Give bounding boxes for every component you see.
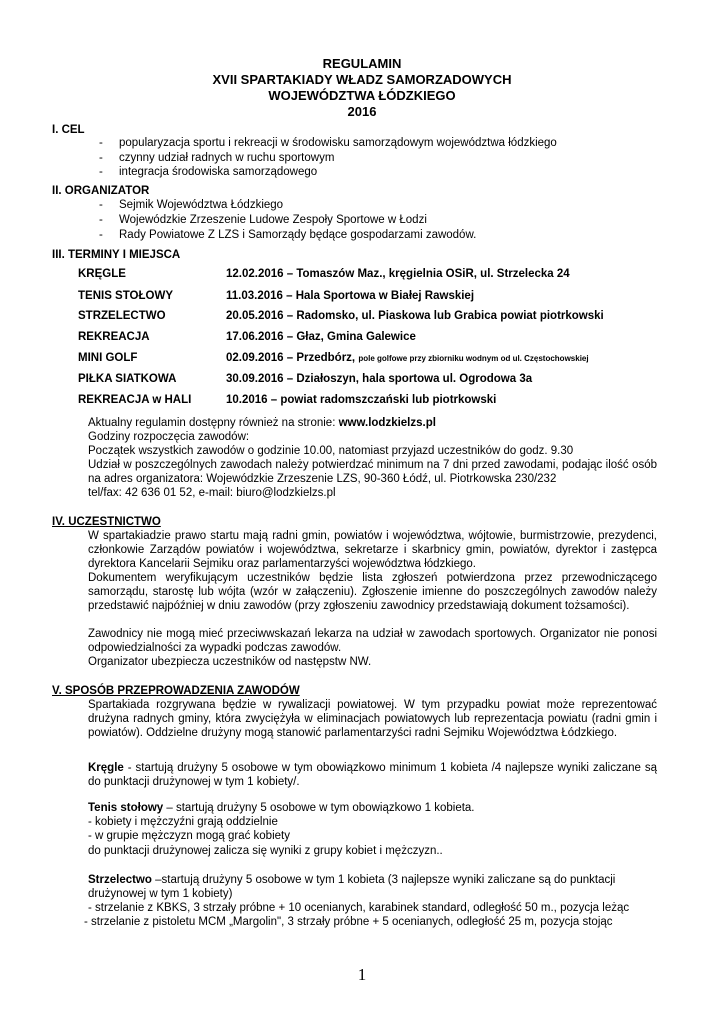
info-udzial: Udział w poszczególnych zawodach należy potwierdzać minimum na 7 dni przed zawodami, podając ilość osób na adres organizatora: Wojewódzkie Zrzeszenie LZS, 90-360 Łódź, ul. Piotrkowska 230/232 [88, 459, 657, 485]
list-dash: - [99, 229, 103, 241]
schedule-details: 10.2016 – powiat radomszczański lub piotrkowski [226, 394, 497, 406]
tenis-line-2: - kobiety i mężczyźni grają oddzielnie [88, 816, 278, 828]
info-regulamin [88, 416, 436, 430]
doc-title-line1: REGULAMIN [322, 56, 402, 71]
strzelectwo-rules [88, 873, 615, 887]
tenis-line-4: do punktacji drużynowej zalicza się wyniki z grupy kobiet i mężczyzn.. [88, 845, 443, 857]
tenis-text: – startują drużyny 5 osobowe w tym obowiązkowo 1 kobieta. [163, 802, 475, 814]
schedule-details [226, 352, 589, 364]
schedule-details: 17.06.2016 – Głaz, Gmina Galewice [226, 331, 416, 343]
doc-title-line2: XVII SPARTAKIADY WŁADZ SAMORZADOWYCH [212, 72, 512, 87]
doc-title-line4: 2016 [347, 104, 377, 119]
list-item: czynny udział radnych w ruchu sportowym [119, 152, 335, 164]
strzelectwo-line-3: - strzelanie z KBKS, 3 strzały próbne + 10 ocenianych, karabinek standard, odległość 50 m., pozycja leżąc [88, 902, 630, 914]
list-item: integracja środowiska samorządowego [119, 166, 318, 178]
tenis-label: Tenis stołowy [88, 802, 164, 814]
list-dash: - [99, 166, 103, 178]
schedule-event: TENIS STOŁOWY [78, 290, 173, 302]
schedule-details: 30.09.2016 – Działoszyn, hala sportowa ul. Ogrodowa 3a [226, 373, 533, 385]
page-number: 1 [357, 965, 367, 984]
website-link[interactable]: www.lodzkielzs.pl [338, 417, 436, 429]
list-item: Wojewódzkie Zrzeszenie Ludowe Zespoły Sportowe w Łodzi [119, 214, 427, 226]
schedule-event: REKREACJA [78, 331, 150, 343]
doc-title-line3: WOJEWÓDZTWA ŁÓDZKIEGO [268, 88, 456, 103]
section-heading-cel: I. CEL [52, 124, 85, 136]
info-contact: tel/fax: 42 636 01 52, e-mail: biuro@lodzkielzs.pl [88, 487, 336, 499]
section-heading-sposob: V. SPOSÓB PRZEPROWADZENIA ZAWODÓW [52, 685, 300, 697]
schedule-details-main: 02.09.2016 – Przedbórz, [226, 352, 356, 364]
section-heading-terminy: III. TERMINY I MIEJSCA [52, 249, 181, 261]
schedule-event: STRZELECTWO [78, 310, 166, 322]
uczestnictwo-paragraph-2: Dokumentem weryfikującym uczestników będzie lista zgłoszeń potwierdzona przez przewodniczącego samorządu, starostę lub wójta (wzór w załączeniu). Zgłoszenie imienne do poszczególnych zawodów należy przedstawić najpóźniej w dniu zawodów (przy zgłoszeniu zawodnicy przedstawiają dokument tożsamości). [88, 572, 657, 612]
schedule-event: KRĘGLE [78, 268, 126, 280]
strzelectwo-line-4: - strzelanie z pistoletu MCM „Margolin", 3 strzały próbne + 5 ocenianych, odległość 25 m, pozycja stojąc [84, 916, 613, 928]
schedule-details: 11.03.2016 – Hala Sportowa w Białej Rawskiej [226, 290, 475, 302]
section-heading-organizator: II. ORGANIZATOR [52, 185, 150, 197]
kregle-text: - startują drużyny 5 osobowe w tym obowiązkowo minimum 1 kobieta /4 najlepsze wyniki zaliczane są do punktacji drużynowej w tym 1 kobiety/. [88, 762, 657, 788]
list-item: Sejmik Województwa Łódzkiego [119, 199, 284, 211]
tenis-line-3: - w grupie mężczyzn mogą grać kobiety [88, 830, 290, 842]
uczestnictwo-paragraph-3: Zawodnicy nie mogą mieć przeciwwskazań lekarza na udział w zawodach sportowych. Organizator nie ponosi odpowiedzialności za wypadki podczas zawodów. [88, 628, 657, 654]
kregle-label: Kręgle [88, 762, 124, 774]
sposob-intro: Spartakiada rozgrywana będzie w rywalizacji powiatowej. W tym przypadku powiat może reprezentować drużyna radnych gminy, która zwyciężyła w eliminacjach powiatowych lub reprezentacja powiatu (radni gmin i powiatów). Oddzielne drużyny mogą stanowić parlamentarzyści radni Sejmiku Województwa Łódzkiego. [88, 699, 657, 739]
schedule-details: 12.02.2016 – Tomaszów Maz., kręgielnia OSiR, ul. Strzelecka 24 [226, 268, 570, 280]
kregle-rules [88, 761, 657, 789]
strzelectwo-text: –startują drużyny 5 osobowe w tym 1 kobieta (3 najlepsze wyniki zaliczane są do punktacji [151, 874, 616, 886]
list-dash: - [99, 137, 103, 149]
list-dash: - [99, 152, 103, 164]
section-heading-uczestnictwo: IV. UCZESTNICTWO [52, 516, 161, 528]
list-dash: - [99, 214, 103, 226]
info-poczatek: Początek wszystkich zawodów o godzinie 10.00, natomiast przyjazd uczestników do godz. 9.30 [88, 445, 574, 457]
uczestnictwo-paragraph-1: W spartakiadzie prawo startu mają radni gmin, powiatów i województwa, wójtowie, burmistrzowie, prezydenci, członkowie Zarządów powiatów i województwa, sekretarze i skarbnicy gmin, powiatów, dyrektor i zastępca dyrektora Kancelarii Sejmiku oraz parlamentarzyści województwa łódzkiego. [88, 530, 657, 570]
info-godziny: Godziny rozpoczęcia zawodów: [88, 431, 250, 443]
schedule-details: 20.05.2016 – Radomsko, ul. Piaskowa lub Grabica powiat piotrkowski [226, 310, 604, 322]
list-item: popularyzacja sportu i rekreacji w środowisku samorządowym województwa łódzkiego [119, 137, 557, 149]
list-dash: - [99, 199, 103, 211]
strzelectwo-label: Strzelectwo [88, 874, 152, 886]
strzelectwo-line-2: drużynowej w tym 1 kobiety) [88, 888, 233, 900]
list-item: Rady Powiatowe Z LZS i Samorządy będące gospodarzami zawodów. [119, 229, 477, 241]
uczestnictwo-paragraph-4: Organizator ubezpiecza uczestników od następstw NW. [88, 656, 372, 668]
schedule-event: REKREACJA w HALI [78, 394, 192, 406]
schedule-details-note: pole golfowe przy zbiorniku wodnym od ul. Częstochowskiej [358, 354, 589, 363]
info-regulamin-text: Aktualny regulamin dostępny również na stronie: [88, 417, 339, 429]
schedule-event: PIŁKA SIATKOWA [78, 373, 177, 385]
tenis-rules [88, 801, 475, 815]
schedule-event: MINI GOLF [78, 352, 138, 364]
